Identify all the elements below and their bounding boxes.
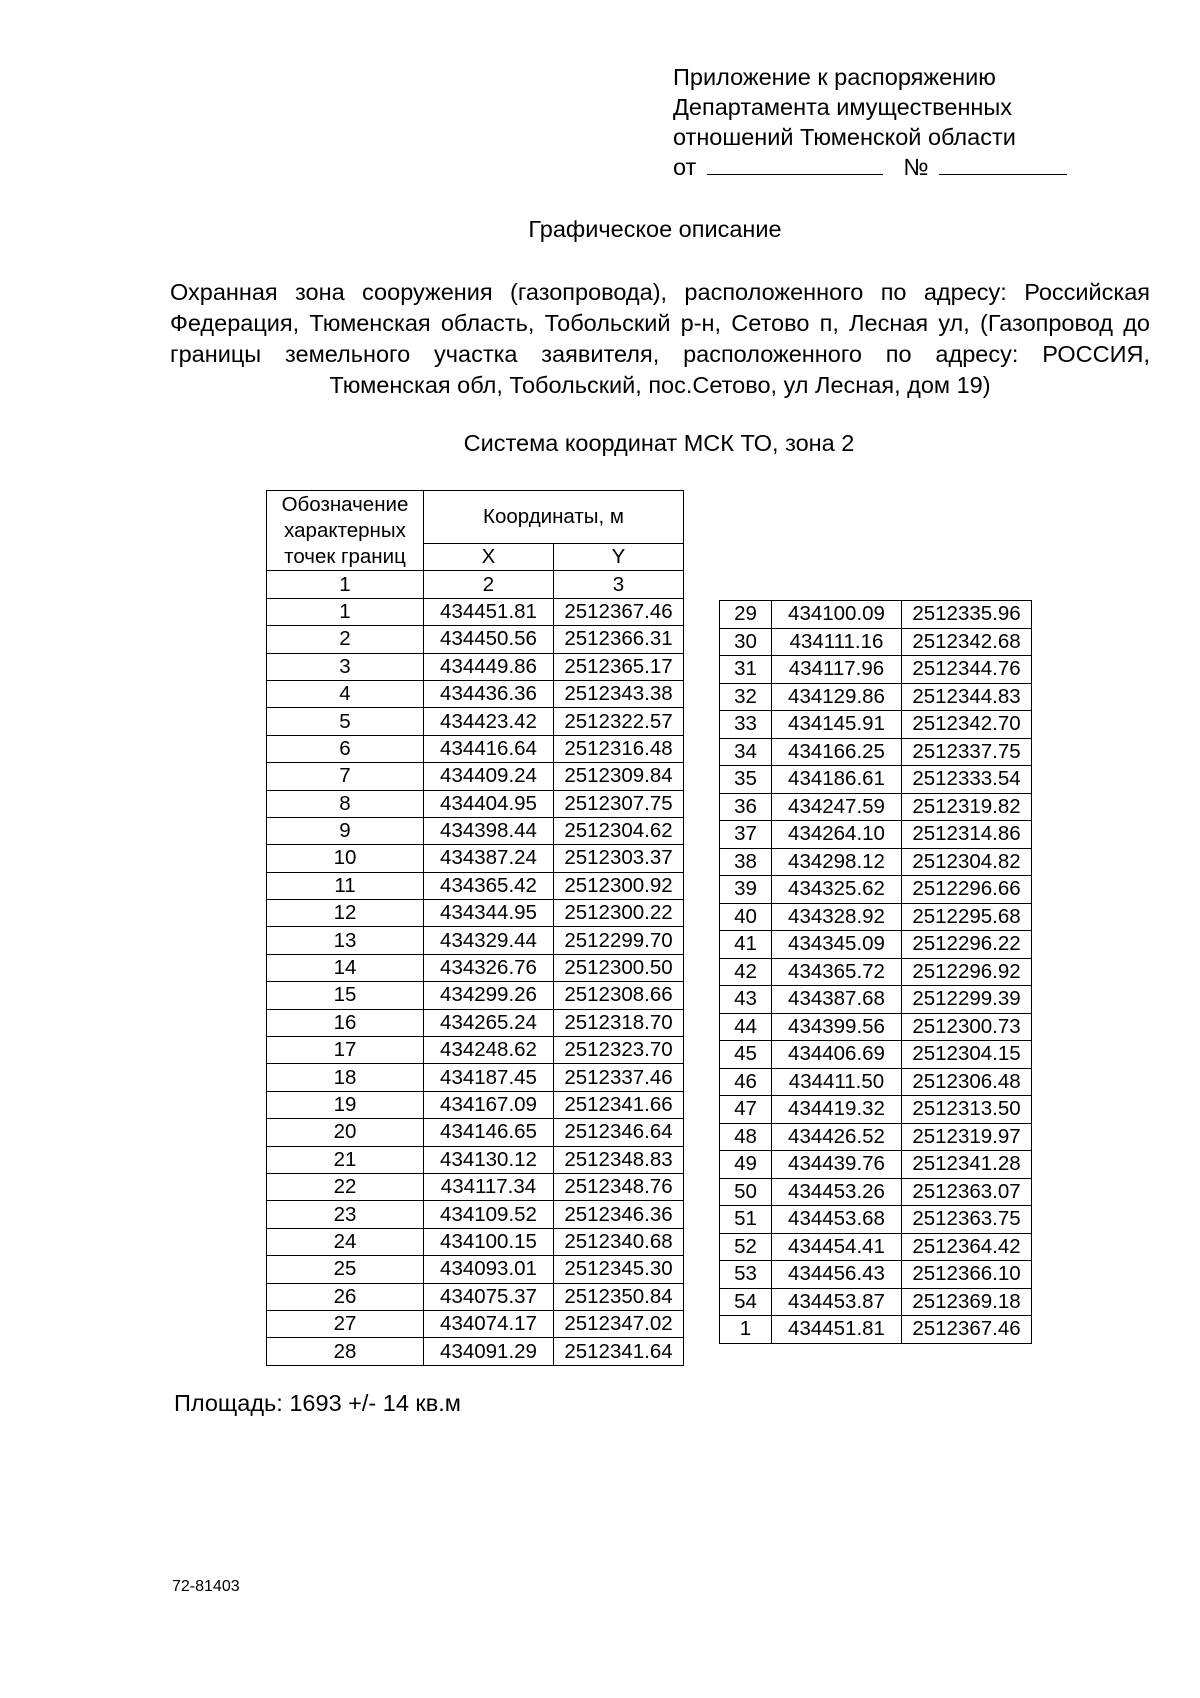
x-coordinate-cell: 434409.24 — [424, 763, 554, 790]
x-coordinate-cell: 434387.68 — [772, 986, 902, 1014]
table-row — [267, 982, 684, 1009]
y-coordinate-cell: 2512337.75 — [902, 738, 1032, 766]
table-row — [267, 1173, 684, 1200]
x-coordinate-cell: 434398.44 — [424, 817, 554, 844]
header-designation: Обозначение характерных точек границ — [267, 491, 424, 571]
point-id-cell: 1 — [267, 598, 424, 625]
point-id-cell: 50 — [720, 1178, 772, 1206]
x-coordinate-cell: 434166.25 — [772, 738, 902, 766]
y-coordinate-cell: 2512363.75 — [902, 1206, 1032, 1234]
y-coordinate-cell: 2512348.76 — [554, 1173, 684, 1200]
point-id-cell: 8 — [267, 790, 424, 817]
point-id-cell: 46 — [720, 1068, 772, 1096]
x-coordinate-cell: 434406.69 — [772, 1041, 902, 1069]
subject-description: Охранная зона сооружения (газопровода), расположенного по адресу: Российская Федерация, Тюменская область, Тобольский р-н, Сетово п, Лесная ул, (Газопровод до границы земельного участка заявителя, расположенного по адресу: РОССИЯ, Тюменская обл, Тобольский, пос.Сетово, ул Лесная, дом 19) — [170, 279, 1150, 398]
x-coordinate-cell: 434145.91 — [772, 711, 902, 739]
table-row — [267, 1283, 684, 1310]
y-coordinate-cell: 2512300.50 — [554, 954, 684, 981]
point-id-cell: 30 — [720, 628, 772, 656]
point-id-cell: 22 — [267, 1173, 424, 1200]
table-row — [267, 1146, 684, 1173]
x-coordinate-cell: 434167.09 — [424, 1091, 554, 1118]
y-coordinate-cell: 2512322.57 — [554, 708, 684, 735]
y-coordinate-cell: 2512300.92 — [554, 872, 684, 899]
point-id-cell: 13 — [267, 927, 424, 954]
x-coordinate-cell: 434411.50 — [772, 1068, 902, 1096]
x-coordinate-cell: 434109.52 — [424, 1201, 554, 1228]
point-id-cell: 54 — [720, 1288, 772, 1316]
y-coordinate-cell: 2512335.96 — [902, 601, 1032, 629]
y-coordinate-cell: 2512365.17 — [554, 653, 684, 680]
point-id-cell: 3 — [267, 653, 424, 680]
y-coordinate-cell: 2512304.82 — [902, 848, 1032, 876]
x-coordinate-cell: 434423.42 — [424, 708, 554, 735]
table-row — [267, 1201, 684, 1228]
y-coordinate-cell: 2512367.46 — [902, 1316, 1032, 1344]
table-row — [267, 845, 684, 872]
table-row — [267, 817, 684, 844]
table-row — [720, 1206, 1032, 1234]
x-coordinate-cell: 434454.41 — [772, 1233, 902, 1261]
table-row — [720, 1261, 1032, 1289]
x-coordinate-cell: 434451.81 — [424, 598, 554, 625]
y-coordinate-cell: 2512296.66 — [902, 876, 1032, 904]
point-id-cell: 9 — [267, 817, 424, 844]
point-id-cell: 1 — [720, 1316, 772, 1344]
y-coordinate-cell: 2512314.86 — [902, 821, 1032, 849]
number-blank-field — [939, 152, 1067, 175]
x-coordinate-cell: 434265.24 — [424, 1009, 554, 1036]
x-coordinate-cell: 434130.12 — [424, 1146, 554, 1173]
point-id-cell: 17 — [267, 1037, 424, 1064]
appendix-line-2: Департамента имущественных — [673, 94, 1013, 120]
y-coordinate-cell: 2512337.46 — [554, 1064, 684, 1091]
y-coordinate-cell: 2512343.38 — [554, 680, 684, 707]
y-coordinate-cell: 2512350.84 — [554, 1283, 684, 1310]
table-row — [720, 1013, 1032, 1041]
table-row — [720, 1288, 1032, 1316]
x-coordinate-cell: 434345.09 — [772, 931, 902, 959]
x-coordinate-cell: 434074.17 — [424, 1310, 554, 1337]
x-coordinate-cell: 434449.86 — [424, 653, 554, 680]
table-row — [267, 1256, 684, 1283]
y-coordinate-cell: 2512363.07 — [902, 1178, 1032, 1206]
x-coordinate-cell: 434146.65 — [424, 1119, 554, 1146]
y-coordinate-cell: 2512342.68 — [902, 628, 1032, 656]
y-coordinate-cell: 2512308.66 — [554, 982, 684, 1009]
x-coordinate-cell: 434247.59 — [772, 793, 902, 821]
from-label: от — [673, 154, 697, 180]
point-id-cell: 31 — [720, 656, 772, 684]
table-row — [267, 763, 684, 790]
table-row — [720, 1068, 1032, 1096]
y-coordinate-cell: 2512341.64 — [554, 1338, 684, 1365]
y-coordinate-cell: 2512369.18 — [902, 1288, 1032, 1316]
table-row — [720, 903, 1032, 931]
table-row — [720, 683, 1032, 711]
point-id-cell: 37 — [720, 821, 772, 849]
table-row — [720, 628, 1032, 656]
y-coordinate-cell: 2512333.54 — [902, 766, 1032, 794]
table-row — [720, 848, 1032, 876]
x-coordinate-cell: 434326.76 — [424, 954, 554, 981]
table-row — [267, 1338, 684, 1365]
table-row — [720, 1178, 1032, 1206]
table-row — [267, 927, 684, 954]
point-id-cell: 52 — [720, 1233, 772, 1261]
table-row — [720, 793, 1032, 821]
x-coordinate-cell: 434344.95 — [424, 900, 554, 927]
table-row — [720, 1316, 1032, 1344]
table-row — [267, 708, 684, 735]
point-id-cell: 25 — [267, 1256, 424, 1283]
point-id-cell: 11 — [267, 872, 424, 899]
table-row — [720, 1096, 1032, 1124]
table-row — [267, 954, 684, 981]
table-row — [720, 931, 1032, 959]
y-coordinate-cell: 2512346.64 — [554, 1119, 684, 1146]
point-id-cell: 36 — [720, 793, 772, 821]
table-row — [720, 821, 1032, 849]
y-coordinate-cell: 2512364.42 — [902, 1233, 1032, 1261]
y-coordinate-cell: 2512340.68 — [554, 1228, 684, 1255]
table-row — [267, 1064, 684, 1091]
x-coordinate-cell: 434129.86 — [772, 683, 902, 711]
x-coordinate-cell: 434187.45 — [424, 1064, 554, 1091]
appendix-line-3: отношений Тюменской области — [673, 124, 1016, 150]
y-coordinate-cell: 2512345.30 — [554, 1256, 684, 1283]
point-id-cell: 35 — [720, 766, 772, 794]
point-id-cell: 32 — [720, 683, 772, 711]
y-coordinate-cell: 2512342.70 — [902, 711, 1032, 739]
table-row — [267, 653, 684, 680]
x-coordinate-cell: 434100.09 — [772, 601, 902, 629]
point-id-cell: 28 — [267, 1338, 424, 1365]
table-row — [267, 735, 684, 762]
point-id-cell: 33 — [720, 711, 772, 739]
x-coordinate-cell: 434329.44 — [424, 927, 554, 954]
table-row — [267, 1119, 684, 1146]
point-id-cell: 16 — [267, 1009, 424, 1036]
point-id-cell: 49 — [720, 1151, 772, 1179]
point-id-cell: 6 — [267, 735, 424, 762]
point-id-cell: 18 — [267, 1064, 424, 1091]
point-id-cell: 7 — [267, 763, 424, 790]
coordinate-system: Система координат МСК ТО, зона 2 — [463, 430, 855, 456]
x-coordinate-cell: 434404.95 — [424, 790, 554, 817]
table-row — [267, 1091, 684, 1118]
column-number-2: 2 — [424, 571, 554, 598]
point-id-cell: 12 — [267, 900, 424, 927]
point-id-cell: 40 — [720, 903, 772, 931]
y-coordinate-cell: 2512341.28 — [902, 1151, 1032, 1179]
y-coordinate-cell: 2512316.48 — [554, 735, 684, 762]
table-row — [267, 598, 684, 625]
x-coordinate-cell: 434325.62 — [772, 876, 902, 904]
x-coordinate-cell: 434186.61 — [772, 766, 902, 794]
point-id-cell: 27 — [267, 1310, 424, 1337]
point-id-cell: 14 — [267, 954, 424, 981]
point-id-cell: 2 — [267, 626, 424, 653]
column-number-3: 3 — [554, 571, 684, 598]
table-row — [720, 986, 1032, 1014]
x-coordinate-cell: 434093.01 — [424, 1256, 554, 1283]
appendix-header — [673, 62, 1067, 182]
x-coordinate-cell: 434453.87 — [772, 1288, 902, 1316]
y-coordinate-cell: 2512296.92 — [902, 958, 1032, 986]
y-coordinate-cell: 2512366.10 — [902, 1261, 1032, 1289]
x-coordinate-cell: 434075.37 — [424, 1283, 554, 1310]
x-coordinate-cell: 434117.96 — [772, 656, 902, 684]
y-coordinate-cell: 2512319.82 — [902, 793, 1032, 821]
y-coordinate-cell: 2512307.75 — [554, 790, 684, 817]
table-row — [720, 958, 1032, 986]
x-coordinate-cell: 434100.15 — [424, 1228, 554, 1255]
table-row — [720, 1123, 1032, 1151]
x-coordinate-cell: 434091.29 — [424, 1338, 554, 1365]
table-row — [267, 1228, 684, 1255]
point-id-cell: 23 — [267, 1201, 424, 1228]
point-id-cell: 47 — [720, 1096, 772, 1124]
x-coordinate-cell: 434264.10 — [772, 821, 902, 849]
point-id-cell: 29 — [720, 601, 772, 629]
point-id-cell: 45 — [720, 1041, 772, 1069]
document-title: Графическое описание — [528, 216, 782, 242]
x-coordinate-cell: 434248.62 — [424, 1037, 554, 1064]
point-id-cell: 5 — [267, 708, 424, 735]
point-id-cell: 20 — [267, 1119, 424, 1146]
y-coordinate-cell: 2512323.70 — [554, 1037, 684, 1064]
x-coordinate-cell: 434111.16 — [772, 628, 902, 656]
x-coordinate-cell: 434299.26 — [424, 982, 554, 1009]
x-coordinate-cell: 434439.76 — [772, 1151, 902, 1179]
y-coordinate-cell: 2512366.31 — [554, 626, 684, 653]
column-number-1: 1 — [267, 571, 424, 598]
y-coordinate-cell: 2512304.62 — [554, 817, 684, 844]
y-coordinate-cell: 2512295.68 — [902, 903, 1032, 931]
x-coordinate-cell: 434387.24 — [424, 845, 554, 872]
x-coordinate-cell: 434456.43 — [772, 1261, 902, 1289]
table-row — [720, 656, 1032, 684]
header-x: X — [424, 544, 554, 571]
coordinates-table-left — [266, 490, 684, 1366]
x-coordinate-cell: 434365.72 — [772, 958, 902, 986]
point-id-cell: 38 — [720, 848, 772, 876]
table-row — [720, 738, 1032, 766]
point-id-cell: 26 — [267, 1283, 424, 1310]
y-coordinate-cell: 2512344.83 — [902, 683, 1032, 711]
header-y: Y — [554, 544, 684, 571]
x-coordinate-cell: 434365.42 — [424, 872, 554, 899]
x-coordinate-cell: 434453.26 — [772, 1178, 902, 1206]
table-row — [267, 900, 684, 927]
y-coordinate-cell: 2512341.66 — [554, 1091, 684, 1118]
point-id-cell: 44 — [720, 1013, 772, 1041]
y-coordinate-cell: 2512347.02 — [554, 1310, 684, 1337]
point-id-cell: 21 — [267, 1146, 424, 1173]
y-coordinate-cell: 2512348.83 — [554, 1146, 684, 1173]
y-coordinate-cell: 2512346.36 — [554, 1201, 684, 1228]
appendix-line-1: Приложение к распоряжению — [673, 64, 996, 90]
coordinates-table-right — [719, 600, 1032, 1344]
x-coordinate-cell: 434298.12 — [772, 848, 902, 876]
table-row — [267, 872, 684, 899]
y-coordinate-cell: 2512299.70 — [554, 927, 684, 954]
y-coordinate-cell: 2512299.39 — [902, 986, 1032, 1014]
point-id-cell: 19 — [267, 1091, 424, 1118]
x-coordinate-cell: 434416.64 — [424, 735, 554, 762]
point-id-cell: 43 — [720, 986, 772, 1014]
table-row — [720, 876, 1032, 904]
y-coordinate-cell: 2512300.22 — [554, 900, 684, 927]
x-coordinate-cell: 434419.32 — [772, 1096, 902, 1124]
point-id-cell: 42 — [720, 958, 772, 986]
number-label: № — [903, 154, 929, 180]
y-coordinate-cell: 2512344.76 — [902, 656, 1032, 684]
table-row — [720, 766, 1032, 794]
x-coordinate-cell: 434399.56 — [772, 1013, 902, 1041]
header-coordinates: Координаты, м — [424, 491, 684, 544]
x-coordinate-cell: 434117.34 — [424, 1173, 554, 1200]
y-coordinate-cell: 2512367.46 — [554, 598, 684, 625]
point-id-cell: 24 — [267, 1228, 424, 1255]
y-coordinate-cell: 2512313.50 — [902, 1096, 1032, 1124]
date-blank-field — [707, 152, 883, 175]
y-coordinate-cell: 2512303.37 — [554, 845, 684, 872]
x-coordinate-cell: 434328.92 — [772, 903, 902, 931]
x-coordinate-cell: 434451.81 — [772, 1316, 902, 1344]
x-coordinate-cell: 434453.68 — [772, 1206, 902, 1234]
table-row — [267, 680, 684, 707]
point-id-cell: 41 — [720, 931, 772, 959]
x-coordinate-cell: 434450.56 — [424, 626, 554, 653]
y-coordinate-cell: 2512304.15 — [902, 1041, 1032, 1069]
point-id-cell: 4 — [267, 680, 424, 707]
point-id-cell: 48 — [720, 1123, 772, 1151]
point-id-cell: 15 — [267, 982, 424, 1009]
y-coordinate-cell: 2512296.22 — [902, 931, 1032, 959]
y-coordinate-cell: 2512319.97 — [902, 1123, 1032, 1151]
y-coordinate-cell: 2512318.70 — [554, 1009, 684, 1036]
table-row — [720, 601, 1032, 629]
y-coordinate-cell: 2512300.73 — [902, 1013, 1032, 1041]
point-id-cell: 53 — [720, 1261, 772, 1289]
area-value: Площадь: 1693 +/- 14 кв.м — [174, 1390, 461, 1416]
table-row — [267, 1310, 684, 1337]
y-coordinate-cell: 2512309.84 — [554, 763, 684, 790]
table-row — [720, 1041, 1032, 1069]
table-row — [267, 1009, 684, 1036]
x-coordinate-cell: 434426.52 — [772, 1123, 902, 1151]
point-id-cell: 51 — [720, 1206, 772, 1234]
table-row — [720, 711, 1032, 739]
table-row — [267, 1037, 684, 1064]
point-id-cell: 39 — [720, 876, 772, 904]
document-number: 72-81403 — [172, 1578, 240, 1595]
table-row — [720, 1151, 1032, 1179]
point-id-cell: 10 — [267, 845, 424, 872]
y-coordinate-cell: 2512306.48 — [902, 1068, 1032, 1096]
point-id-cell: 34 — [720, 738, 772, 766]
table-row — [267, 790, 684, 817]
table-row — [720, 1233, 1032, 1261]
table-row — [267, 626, 684, 653]
x-coordinate-cell: 434436.36 — [424, 680, 554, 707]
appendix-date-number-line — [673, 152, 1067, 182]
